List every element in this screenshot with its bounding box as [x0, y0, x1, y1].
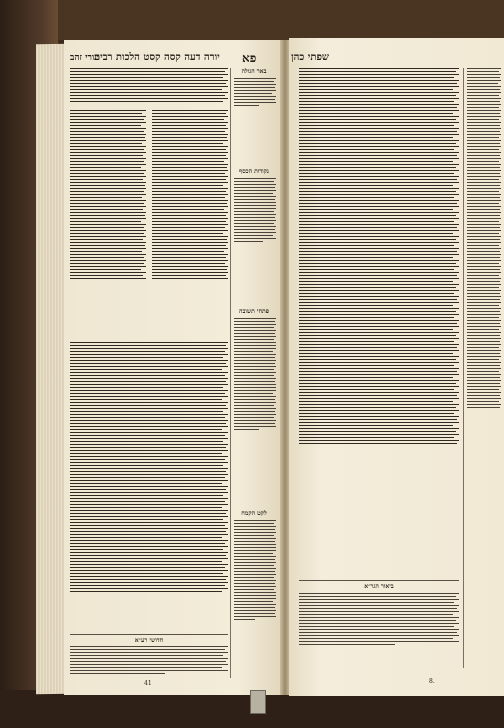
footer-label: חדושי רע״א	[134, 637, 164, 644]
side-notes-3	[234, 318, 276, 432]
bookmark-tab	[250, 690, 266, 714]
left-page-subheader: טורי זהב	[70, 53, 100, 63]
footer-notes	[70, 646, 228, 676]
side-notes-1	[234, 78, 276, 108]
commentary-column-right	[152, 110, 228, 281]
side-heading-pitchei: פתחי תשובה	[239, 308, 269, 315]
main-text-block	[70, 342, 228, 594]
page-number: פא	[242, 51, 257, 65]
footer-divider	[70, 634, 228, 635]
background-top	[0, 0, 504, 40]
side-notes-2	[234, 178, 276, 244]
left-page	[64, 40, 282, 695]
commentary-block-upper	[70, 68, 228, 104]
side-heading-leket: לקט הקמח	[241, 510, 267, 517]
right-page-header: שפתי כהן	[291, 52, 329, 63]
right-page	[289, 38, 504, 696]
right-side-notes	[467, 68, 501, 410]
side-column-divider	[230, 68, 231, 678]
left-page-header: יורה דעה קסה קסט הלכות רבית	[94, 52, 220, 63]
side-heading-be-er-hagolah: באר הגולה	[241, 68, 267, 75]
gra-heading: ביאור הגר״א	[364, 583, 394, 590]
side-notes-4	[234, 520, 276, 622]
right-folio-mark: 8.	[429, 678, 435, 685]
gra-notes	[299, 593, 459, 647]
gra-divider	[299, 580, 459, 581]
folio-mark: 41	[144, 680, 152, 687]
right-side-divider	[463, 68, 464, 668]
right-commentary-upper	[299, 68, 459, 446]
commentary-column-left	[70, 110, 146, 281]
side-heading-nekudot: נקודות הכסף	[239, 168, 269, 175]
